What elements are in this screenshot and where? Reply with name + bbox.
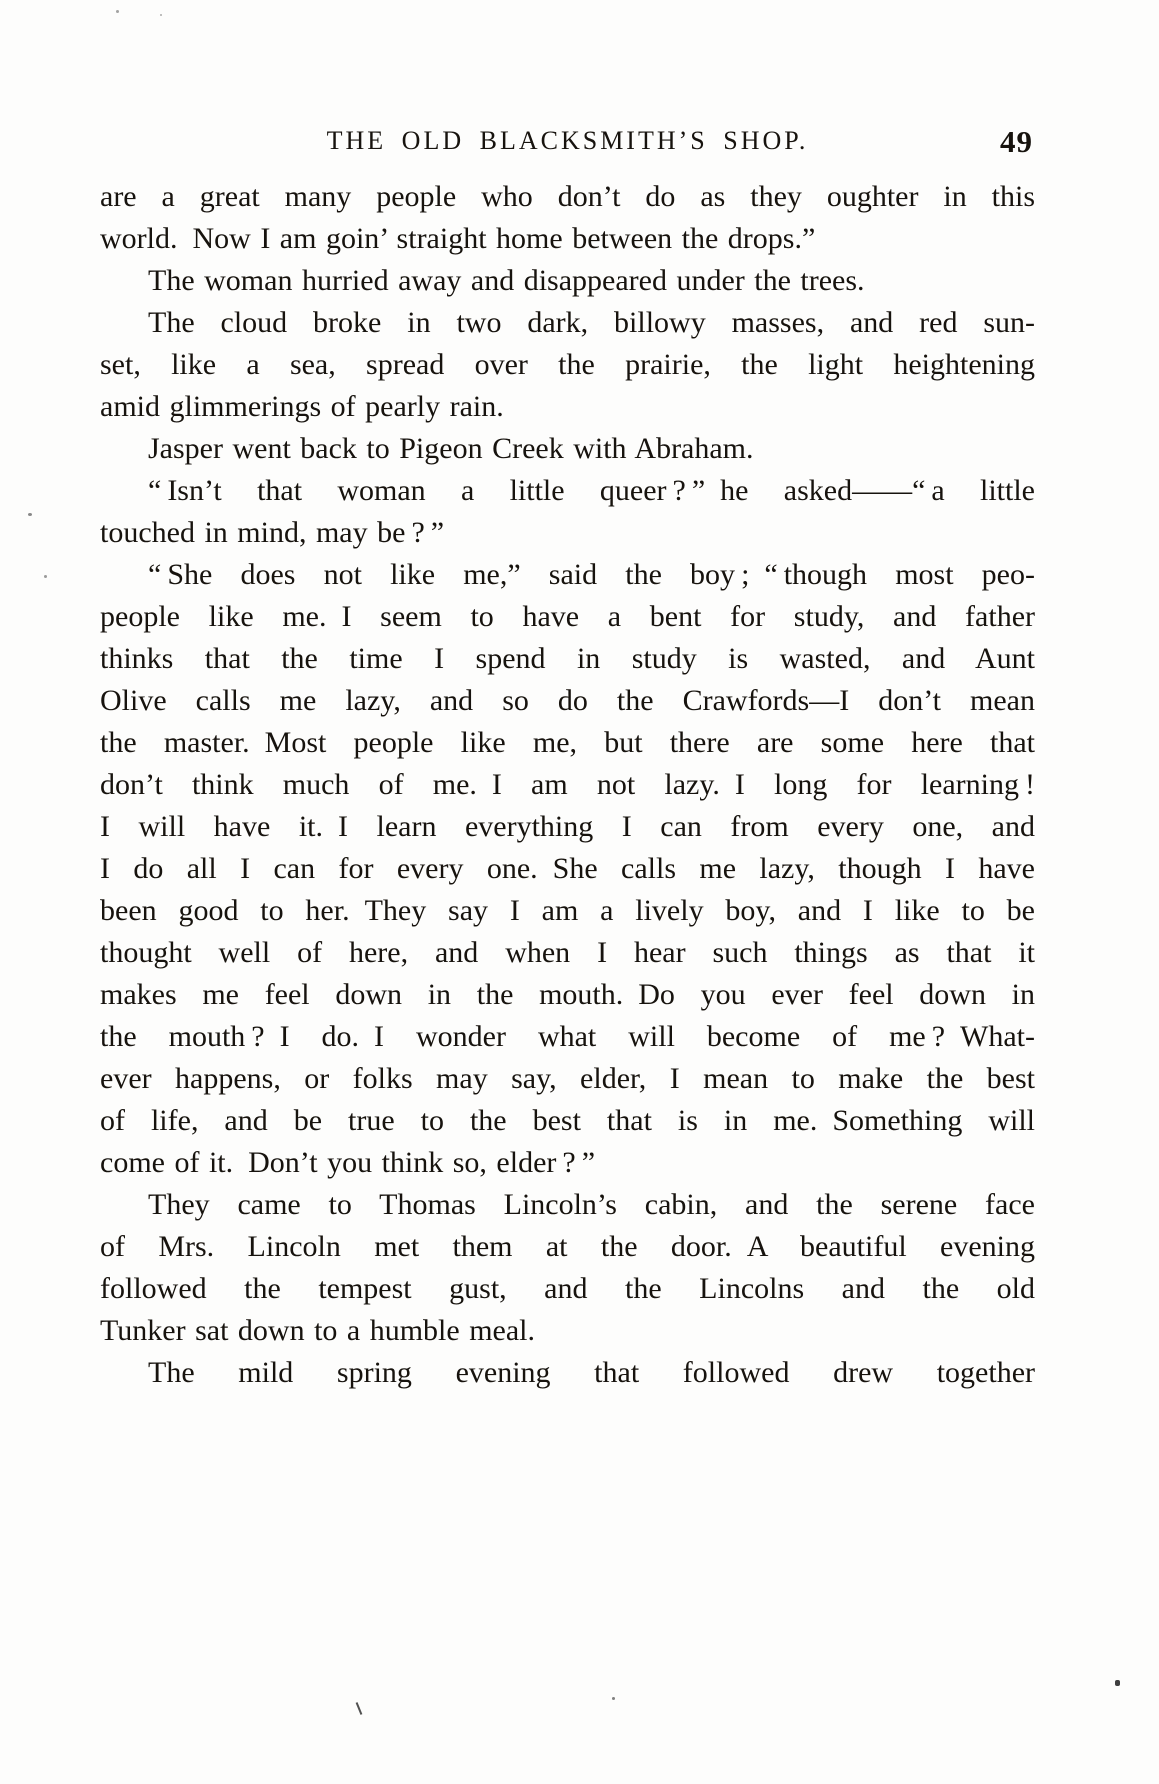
scan-speck xyxy=(44,575,47,578)
text-line: touched in mind, may be ? ” xyxy=(100,516,445,549)
text-line: Olive calls me lazy, and so do the Crawfords—I don’t mean xyxy=(100,684,1035,717)
text-line: I do all I can for every one. She calls me lazy, though I have xyxy=(100,852,1035,885)
scan-speck xyxy=(160,14,162,16)
running-title: THE OLD BLACKSMITH’S SHOP. xyxy=(326,126,809,155)
text-line: thought well of here, and when I hear such things as that it xyxy=(100,936,1035,969)
text-line: the master. Most people like me, but there are some here that xyxy=(100,726,1035,759)
text-line: I will have it. I learn everything I can from every one, and xyxy=(100,810,1035,843)
scan-speck xyxy=(28,513,32,516)
text-line: Tunker sat down to a humble meal. xyxy=(100,1314,536,1347)
text-line: of life, and be true to the best that is in me. Something will xyxy=(100,1104,1035,1137)
text-line: The cloud broke in two dark, billowy masses, and red sun- xyxy=(148,306,1035,339)
text-line: come of it. Don’t you think so, elder ? ” xyxy=(100,1146,596,1179)
text-line: Jasper went back to Pigeon Creek with Abraham. xyxy=(148,432,754,465)
text-line: The mild spring evening that followed drew together xyxy=(148,1356,1035,1389)
page-header xyxy=(100,126,1035,166)
text-line: the mouth ? I do. I wonder what will become of me ? What- xyxy=(100,1020,1035,1053)
text-line: been good to her. They say I am a lively boy, and I like to be xyxy=(100,894,1035,927)
text-line: ever happens, or folks may say, elder, I mean to make the best xyxy=(100,1062,1035,1095)
text-line: amid glimmerings of pearly rain. xyxy=(100,390,504,423)
text-line: people like me. I seem to have a bent for study, and father xyxy=(100,600,1035,633)
scan-artifact-slash xyxy=(356,1702,363,1715)
page-number: 49 xyxy=(1000,124,1033,159)
text-line: of Mrs. Lincoln met them at the door. A beautiful evening xyxy=(100,1230,1035,1263)
text-line: “ She does not like me,” said the boy ; “ though most peo- xyxy=(148,558,1035,591)
text-line: followed the tempest gust, and the Lincolns and the old xyxy=(100,1272,1035,1305)
text-line: world. Now I am goin’ straight home between the drops.” xyxy=(100,222,816,255)
text-line: don’t think much of me. I am not lazy. I long for learning ! xyxy=(100,768,1035,801)
scan-speck xyxy=(116,10,119,13)
text-line: The woman hurried away and disappeared under the trees. xyxy=(148,264,865,297)
text-line: They came to Thomas Lincoln’s cabin, and the serene face xyxy=(148,1188,1035,1221)
scan-speck xyxy=(1115,1680,1120,1686)
body-text xyxy=(100,176,1035,1394)
text-line: are a great many people who don’t do as they oughter in this xyxy=(100,180,1035,213)
text-line: makes me feel down in the mouth. Do you ever feel down in xyxy=(100,978,1035,1011)
text-line: “ Isn’t that woman a little queer ? ” he asked——“ a little xyxy=(148,474,1035,507)
scan-speck xyxy=(612,1697,615,1700)
text-line: thinks that the time I spend in study is wasted, and Aunt xyxy=(100,642,1035,675)
text-line: set, like a sea, spread over the prairie, the light heightening xyxy=(100,348,1035,381)
